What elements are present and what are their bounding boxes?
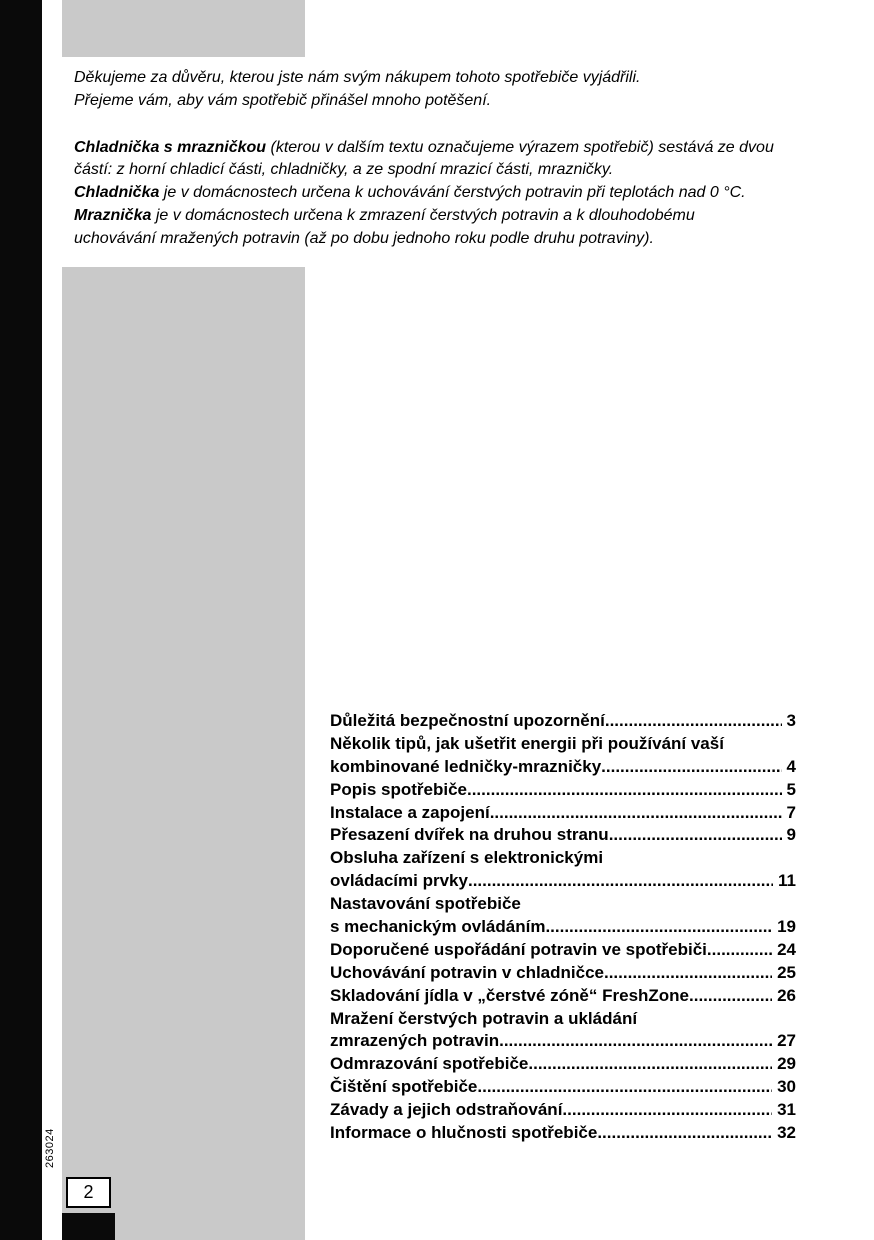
- toc-entry-label: Skladování jídla v „čerstvé zóně“ FreshZone: [330, 985, 690, 1005]
- toc-entry: [330, 756, 796, 779]
- toc-dot-leader: [562, 1099, 772, 1122]
- description-lead: Chladnička s mrazničkou: [74, 138, 267, 156]
- toc-page-number: 9: [786, 825, 796, 845]
- description-text: je v domácnostech určena k zmrazení čerstvých potravin a k dlouhodobému: [151, 206, 695, 224]
- toc-entry: [330, 985, 796, 1008]
- toc-entry: [330, 710, 796, 733]
- toc-dot-leader: [605, 710, 782, 733]
- toc-entry-label: Několik tipů, jak ušetřit energii při používání vaší: [330, 733, 724, 753]
- intro-paragraph: [74, 67, 820, 113]
- toc-dot-leader: [689, 985, 772, 1008]
- toc-entry-label: Mražení čerstvých potravin a ukládání: [330, 1008, 638, 1028]
- toc-dot-leader: [499, 1030, 772, 1053]
- toc-entry-label: Odmrazování spotřebiče: [330, 1054, 529, 1074]
- toc-page-number: 19: [777, 917, 796, 937]
- description-text: částí: z horní chladicí části, chladničky, a ze spodní mrazicí části, mrazničky.: [74, 161, 614, 179]
- toc-entry: [330, 962, 796, 985]
- intro-textblock: [74, 67, 820, 251]
- toc-dot-leader: [528, 1053, 772, 1076]
- toc-page-number: 30: [777, 1077, 796, 1097]
- toc-entry: [330, 779, 796, 802]
- toc-page-number: 29: [777, 1054, 796, 1074]
- toc-page-number: 31: [777, 1100, 796, 1120]
- bottom-black-mark: [62, 1213, 115, 1240]
- toc-entry: [330, 870, 796, 893]
- description-paragraph: [74, 137, 820, 251]
- left-black-strip: [0, 0, 42, 1240]
- description-text: je v domácnostech určena k uchovávání čerstvých potravin při teplotách nad 0 °C.: [159, 184, 746, 202]
- toc-dot-leader: [609, 824, 782, 847]
- toc-page-number: 24: [777, 939, 796, 959]
- toc-entry: [330, 733, 796, 756]
- toc-page-number: 32: [777, 1123, 796, 1143]
- toc-page-number: 26: [777, 985, 796, 1005]
- toc-entry: [330, 939, 796, 962]
- toc-page-number: 25: [777, 962, 796, 982]
- toc-entry-label: Čištění spotřebiče: [330, 1077, 478, 1097]
- toc-entry-label: Instalace a zapojení: [330, 802, 490, 822]
- intro-line: Děkujeme za důvěru, kterou jste nám svým nákupem tohoto spotřebiče vyjádřili.: [74, 69, 641, 86]
- toc-entry: [330, 916, 796, 939]
- intro-section: [62, 57, 874, 267]
- description-text: (kterou v dalším textu označujeme výrazem spotřebič) sestává ze dvou: [266, 138, 774, 156]
- toc-dot-leader: [468, 870, 773, 893]
- toc-entry: [330, 824, 796, 847]
- toc-entry-label: Obsluha zařízení s elektronickými: [330, 848, 604, 868]
- toc-page-number: 7: [786, 802, 796, 822]
- toc-dot-leader: [597, 1122, 772, 1145]
- page-number-box: [66, 1177, 111, 1208]
- toc-entry-label: Nastavování spotřebiče: [330, 894, 521, 914]
- toc-entry-label: Uchovávání potravin v chladničce: [330, 962, 604, 982]
- toc-entry-label: zmrazených potravin: [330, 1031, 500, 1051]
- toc-dot-leader: [545, 916, 772, 939]
- toc-page-number: 3: [786, 711, 796, 730]
- intro-line: Přejeme vám, aby vám spotřebič přinášel mnoho potěšení.: [74, 91, 492, 109]
- print-code: 263024: [44, 1128, 56, 1168]
- description-lead: Mraznička: [74, 206, 152, 224]
- toc-entry-label: Popis spotřebiče: [330, 779, 467, 799]
- toc-entry: [330, 1008, 796, 1031]
- toc-entry-label: kombinované ledničky-mrazničky: [330, 756, 602, 776]
- toc-entry: [330, 802, 796, 825]
- toc-entry-label: Přesazení dvířek na druhou stranu: [330, 825, 609, 845]
- toc-dot-leader: [490, 802, 782, 825]
- toc-entry: [330, 1076, 796, 1099]
- toc-entry-label: Závady a jejich odstraňování: [330, 1100, 563, 1120]
- toc-entry: [330, 1053, 796, 1076]
- toc-entry-label: Důležitá bezpečnostní upozornění: [330, 711, 605, 730]
- toc-entry-label: ovládacími prvky: [330, 871, 468, 891]
- toc-entry: [330, 1122, 796, 1145]
- table-of-contents: [330, 710, 796, 1145]
- toc-page-number: 11: [778, 871, 796, 891]
- toc-page-number: 27: [777, 1031, 796, 1051]
- toc-dot-leader: [707, 939, 772, 962]
- description-text: uchovávání mražených potravin (až po dobu jednoho roku podle druhu potraviny).: [74, 229, 654, 247]
- toc-entry: [330, 893, 796, 916]
- toc-entry-label: s mechanickým ovládáním: [330, 917, 546, 937]
- toc-dot-leader: [467, 779, 782, 802]
- toc-entry: [330, 1099, 796, 1122]
- toc-page-number: 5: [786, 779, 796, 799]
- toc-dot-leader: [601, 756, 781, 779]
- description-lead: Chladnička: [74, 184, 160, 202]
- toc-entry-label: Informace o hlučnosti spotřebiče: [330, 1123, 598, 1143]
- toc-entry: [330, 847, 796, 870]
- toc-dot-leader: [477, 1076, 772, 1099]
- toc-entry-label: Doporučené uspořádání potravin ve spotřebiči: [330, 939, 707, 959]
- page-number: 2: [83, 1182, 94, 1202]
- toc-entry: [330, 1030, 796, 1053]
- toc-dot-leader: [604, 962, 772, 985]
- toc-page-number: 4: [786, 756, 796, 776]
